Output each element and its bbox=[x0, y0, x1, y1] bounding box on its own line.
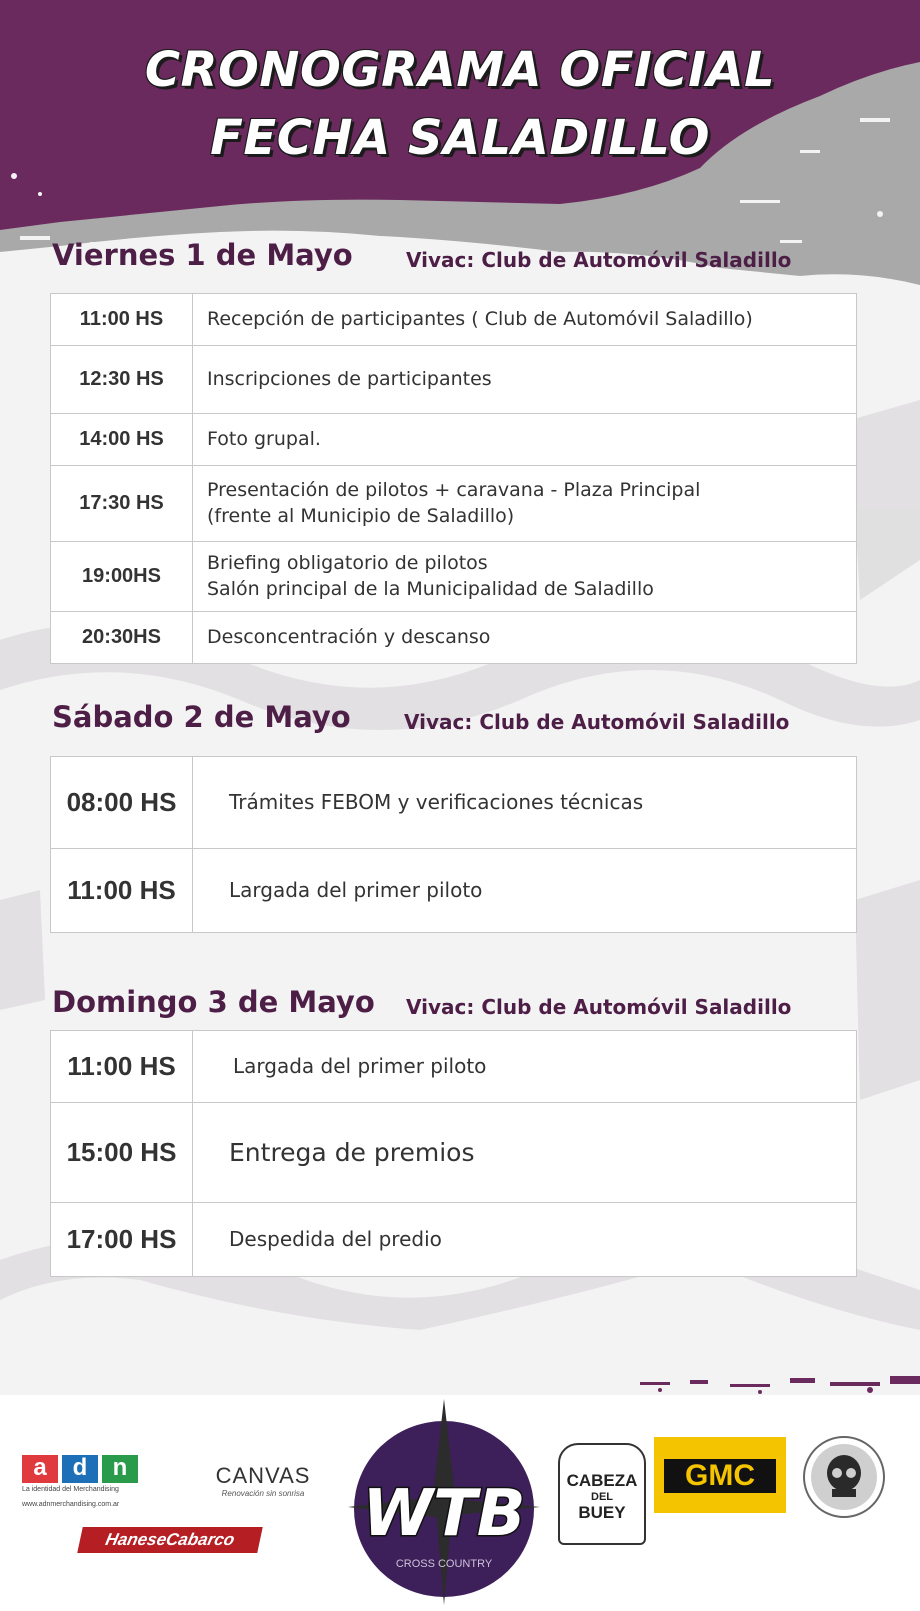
gmc-name: GMC bbox=[664, 1459, 776, 1493]
title-line-2: FECHA SALADILLO bbox=[210, 110, 710, 166]
activity-cell bbox=[193, 414, 857, 466]
table-row bbox=[51, 294, 857, 346]
activity-cell bbox=[193, 1031, 857, 1103]
table-row bbox=[51, 612, 857, 664]
wtb-logo bbox=[344, 1397, 544, 1607]
table-row bbox=[51, 757, 857, 849]
cabeza-line: BUEY bbox=[578, 1503, 626, 1522]
adn-logo bbox=[22, 1455, 172, 1508]
day-header-sunday bbox=[52, 985, 852, 1029]
activity-text: Briefing obligatorio de pilotos bbox=[207, 551, 488, 574]
activity-cell bbox=[193, 849, 857, 933]
time-cell: 20:30HS bbox=[51, 612, 193, 664]
table-row bbox=[51, 542, 857, 612]
table-row bbox=[51, 1031, 857, 1103]
adn-url: www.adnmerchandising.com.ar bbox=[22, 1501, 120, 1508]
activity-text: Largada del primer piloto bbox=[229, 878, 483, 902]
day-header-saturday bbox=[52, 700, 852, 744]
day-title: Domingo 3 de Mayo bbox=[52, 985, 375, 1019]
adn-tagline: La identidad del Merchandising bbox=[22, 1486, 119, 1493]
activity-cell bbox=[193, 1103, 857, 1203]
vivac-label: Vivac: Club de Automóvil Saladillo bbox=[406, 248, 792, 272]
vivac-label: Vivac: Club de Automóvil Saladillo bbox=[404, 710, 790, 734]
table-row bbox=[51, 1103, 857, 1203]
time-cell: 15:00 HS bbox=[51, 1103, 193, 1203]
activity-text: Trámites FEBOM y verificaciones técnicas bbox=[229, 790, 644, 814]
time-cell: 19:00HS bbox=[51, 542, 193, 612]
time-cell: 11:00 HS bbox=[51, 1031, 193, 1103]
hanese-logo bbox=[77, 1527, 263, 1553]
time-cell: 17:00 HS bbox=[51, 1203, 193, 1277]
time-cell: 12:30 HS bbox=[51, 346, 193, 414]
activity-cell bbox=[193, 1203, 857, 1277]
activity-text: Despedida del predio bbox=[229, 1227, 442, 1251]
title-line-1: CRONOGRAMA OFICIAL bbox=[144, 42, 776, 98]
schedule-table-friday bbox=[50, 293, 857, 664]
activity-text: Inscripciones de participantes bbox=[207, 367, 492, 390]
table-row bbox=[51, 1203, 857, 1277]
activity-text: Salón principal de la Municipalidad de Saladillo bbox=[207, 577, 654, 600]
schedule-table-sunday bbox=[50, 1030, 857, 1277]
activity-cell bbox=[193, 757, 857, 849]
activity-cell bbox=[193, 466, 857, 542]
adn-letter: d bbox=[62, 1455, 98, 1483]
wtb-sub: CROSS COUNTRY bbox=[395, 1558, 493, 1570]
activity-cell bbox=[193, 346, 857, 414]
day-header-friday bbox=[52, 238, 852, 282]
activity-text: (frente al Municipio de Saladillo) bbox=[207, 504, 515, 527]
day-title: Sábado 2 de Mayo bbox=[52, 700, 351, 734]
cabeza-line: DEL bbox=[591, 1491, 613, 1503]
table-row bbox=[51, 346, 857, 414]
activity-text: Presentación de pilotos + caravana - Plaza Principal bbox=[207, 478, 701, 501]
table-row bbox=[51, 414, 857, 466]
activity-cell bbox=[193, 612, 857, 664]
activity-text: Desconcentración y descanso bbox=[207, 625, 491, 648]
cabeza-line: CABEZA bbox=[566, 1471, 638, 1490]
canvas-name: CANVAS bbox=[215, 1463, 311, 1488]
table-row bbox=[51, 466, 857, 542]
table-row bbox=[51, 849, 857, 933]
adn-letter: a bbox=[22, 1455, 58, 1483]
cabeza-del-buey-logo bbox=[558, 1443, 646, 1545]
wtb-name: WTB bbox=[362, 1477, 526, 1551]
time-cell: 11:00 HS bbox=[51, 294, 193, 346]
vivac-label: Vivac: Club de Automóvil Saladillo bbox=[406, 995, 792, 1019]
activity-cell bbox=[193, 294, 857, 346]
activity-text: Foto grupal. bbox=[207, 427, 321, 450]
time-cell: 08:00 HS bbox=[51, 757, 193, 849]
day-title: Viernes 1 de Mayo bbox=[52, 238, 353, 272]
schedule-table-saturday bbox=[50, 756, 857, 933]
sponsors-footer bbox=[0, 1395, 920, 1611]
time-cell: 14:00 HS bbox=[51, 414, 193, 466]
canvas-logo bbox=[208, 1463, 318, 1498]
time-cell: 11:00 HS bbox=[51, 849, 193, 933]
activity-text: Largada del primer piloto bbox=[233, 1054, 487, 1078]
activity-text: Entrega de premios bbox=[229, 1137, 475, 1167]
gmc-logo bbox=[654, 1437, 786, 1513]
hanese-name: HaneseCabarco bbox=[103, 1530, 237, 1549]
activity-text: Recepción de participantes ( Club de Automóvil Saladillo) bbox=[207, 307, 753, 330]
activity-cell bbox=[193, 542, 857, 612]
adn-letter: n bbox=[102, 1455, 138, 1483]
canvas-tagline: Renovación sin sonrisa bbox=[221, 1489, 305, 1498]
skull-logo-icon bbox=[802, 1435, 886, 1519]
time-cell: 17:30 HS bbox=[51, 466, 193, 542]
